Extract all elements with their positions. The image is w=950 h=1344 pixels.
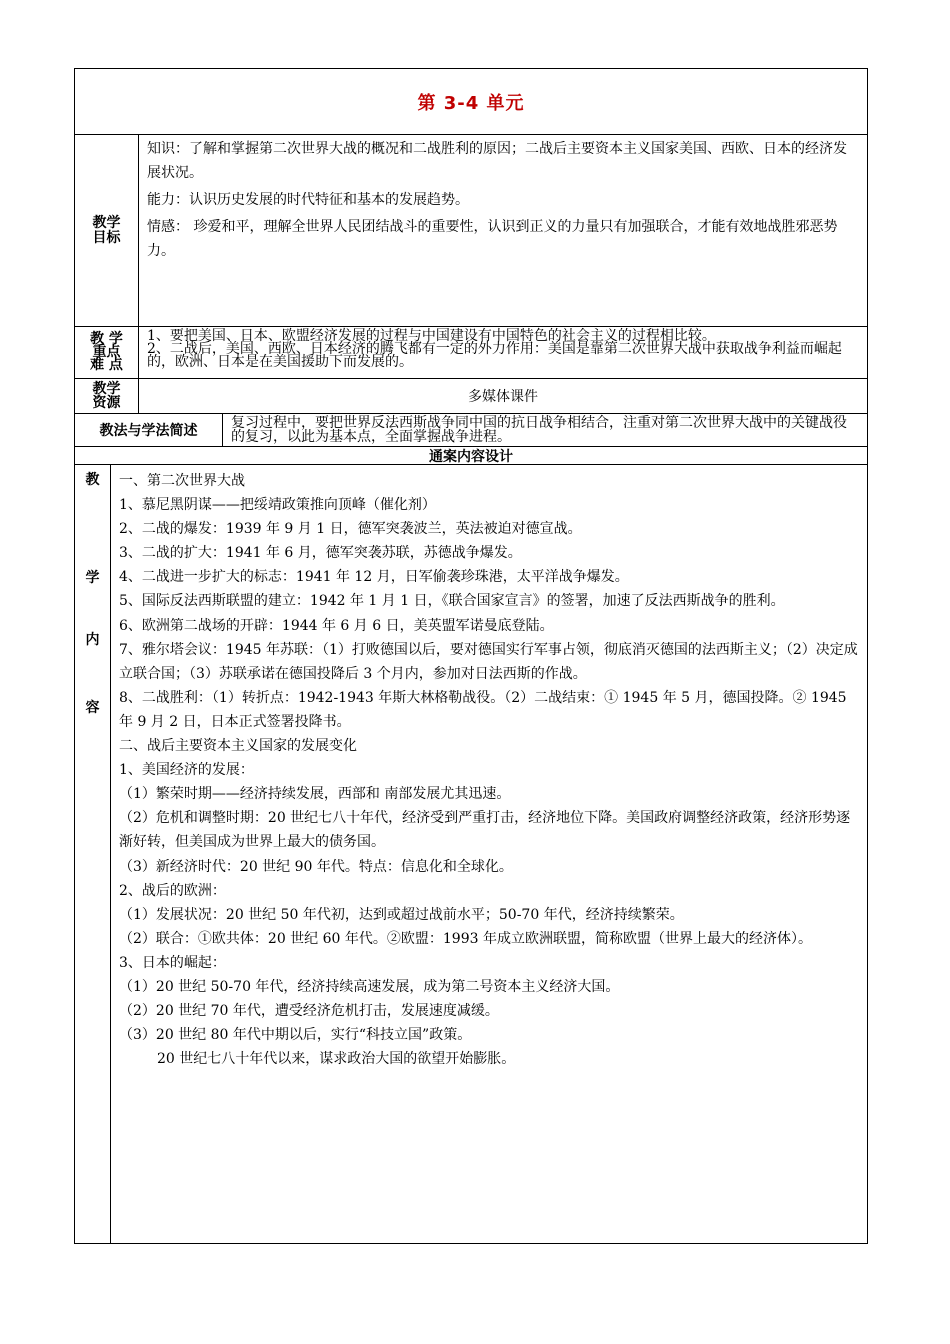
key-points-content: [139, 327, 867, 369]
key-points-row: [75, 327, 867, 379]
content-line: 8、二战胜利：（1）转折点：1942-1943 年斯大林格勒战役。（2）二战结束：① 1945 年 5 月，德国投降。② 1945 年 9 月 2 日，日本正式签署投降书。: [119, 689, 847, 730]
content-line: 7、雅尔塔会议：1945 年苏联：（1）打败德国以后，要对德国实行军事占领，彻底消灭德国的法西斯主义；（2）决定成立联合国；（3）苏联承诺在德国投降后 3 个月内，参加对日法西斯的作战。: [119, 641, 858, 682]
resources-label: 教学资源: [75, 379, 139, 413]
resources-content: [139, 379, 867, 413]
content-line: （3）20 世纪 80 年代中期以后，实行“科技立国”政策。: [119, 1027, 472, 1044]
teaching-content-label: [75, 465, 111, 1243]
key-point-2: 2、二战后，美国、西欧、日本经济的腾飞都有一定的外力作用：美国是靠第二次世界大战中获取战争利益而崛起的，欧洲、日本是在美国援助下而发展的。: [147, 341, 842, 370]
content-line: 5、国际反法西斯联盟的建立：1942 年 1 月 1 日，《联合国家宣言》的签署，加速了反法西斯战争的胜利。: [119, 593, 785, 610]
goal-emotion: 情感： 珍爱和平，理解全世界人民团结战斗的重要性，认识到正义的力量只有加强联合，才能有效地战胜邪恶势力。: [147, 219, 838, 259]
content-line: 3、二战的扩大：1941 年 6 月，德军突袭苏联，苏德战争爆发。: [119, 545, 522, 562]
content-line: （1）20 世纪 50-70 年代，经济持续高速发展，成为第二号资本主义经济大国。: [119, 978, 620, 995]
label-char-2: 学: [85, 570, 100, 586]
section-heading-ww2: 一、第二次世界大战: [119, 473, 245, 489]
section-heading-postwar: 二、战后主要资本主义国家的发展变化: [119, 738, 357, 755]
key-point-1: 1、要把美国、日本、欧盟经济发展的过程与中国建设有中国特色的社会主义的过程相比较。: [147, 328, 716, 344]
key-points-label: 教 学 重点 难 点: [75, 327, 139, 378]
content-line: 1、慕尼黑阴谋——把绥靖政策推向顶峰（催化剂）: [119, 497, 436, 514]
goal-ability: 能力：认识历史发展的时代特征和基本的发展趋势。: [147, 192, 469, 208]
methods-label: 教法与学法简述: [75, 414, 223, 446]
teaching-goals-row: [75, 135, 867, 327]
content-line: 4、二战进一步扩大的标志：1941 年 12 月，日军偷袭珍珠港，太平洋战争爆发。: [119, 569, 629, 586]
content-line: 3、日本的崛起：: [119, 954, 226, 971]
content-line: （2）危机和调整时期：20 世纪七八十年代，经济受到严重打击，经济地位下降。美国政府调整经济政策，经济形势逐渐好转，但美国成为世界上最大的债务国。: [119, 810, 851, 851]
content-line: （1）繁荣时期——经济持续发展，西部和 南部发展尤其迅速。: [119, 786, 511, 803]
page-title: 第 3-4 单元: [417, 92, 525, 114]
content-line: 1、美国经济的发展：: [119, 762, 254, 779]
teaching-goals-content: [139, 135, 867, 266]
content-line: （2）联合：①欧共体：20 世纪 60 年代。②欧盟：1993 年成立欧洲联盟，简称欧盟（世界上最大的经济体）。: [119, 930, 812, 947]
design-header: 通案内容设计: [75, 447, 867, 465]
methods-row: [75, 414, 867, 447]
content-line: （2）20 世纪 70 年代，遭受经济危机打击，发展速度减缓。: [119, 1003, 499, 1020]
lesson-plan-table: [74, 68, 868, 1244]
label-char-4: 容: [85, 700, 100, 716]
goal-knowledge: 知识：了解和掌握第二次世界大战的概况和二战胜利的原因；二战后主要资本主义国家美国、西欧、日本的经济发展状况。: [147, 141, 847, 181]
content-line: （1）发展状况：20 世纪 50 年代初，达到或超过战前水平；50-70 年代，经济持续繁荣。: [119, 906, 684, 923]
content-line: 2、战后的欧洲：: [119, 882, 226, 899]
teaching-content: [111, 465, 867, 1071]
resources-row: [75, 379, 867, 414]
teaching-goals-label: 教学目标: [75, 135, 139, 326]
title-row: [75, 69, 867, 135]
label-char-3: 内: [85, 632, 100, 648]
content-line: 6、欧洲第二战场的开辟：1944 年 6 月 6 日，美英盟军诺曼底登陆。: [119, 617, 554, 634]
label-char-1: 教: [85, 472, 100, 488]
resources-value: 多媒体课件: [468, 389, 538, 405]
content-line: 2、二战的爆发：1939 年 9 月 1 日，德军突袭波兰，英法被迫对德宣战。: [119, 521, 582, 538]
content-line: （3）新经济时代：20 世纪 90 年代。特点：信息化和全球化。: [119, 858, 513, 875]
methods-value: 复习过程中，要把世界反法西斯战争同中国的抗日战争相结合，注重对第二次世界大战中的关键战役的复习，以此为基本点，全面掌握战争进程。: [231, 415, 847, 445]
content-line: 20 世纪七八十年代以来，谋求政治大国的欲望开始膨胀。: [157, 1051, 516, 1068]
methods-content: [223, 414, 867, 444]
